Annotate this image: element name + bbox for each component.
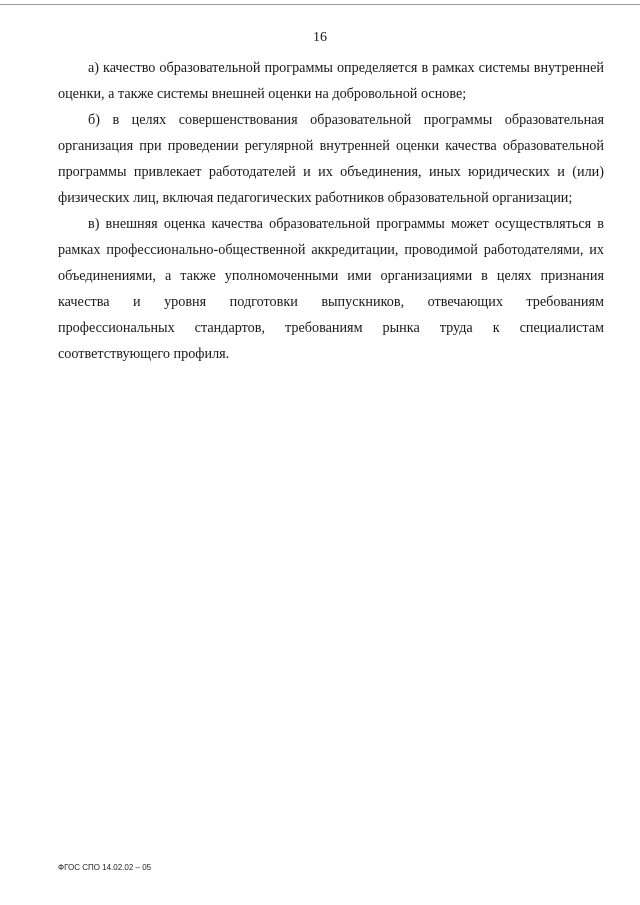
paragraph-c: в) внешняя оценка качества образовательной программы может осуществляться в рамках профессионально-общественной аккредитации, проводимой работодателями, их объединениями, а также уполномоченными ими организациями в целях признания качества и уровня подготовки выпускников, отвечающих требованиям профессиональных стандартов, требованиям рынка труда к специалистам соответствующего профиля. [58,216,604,362]
page-number: 16 [313,30,327,45]
paragraph-b: б) в целях совершенствования образовательной программы образовательная организация при проведении регулярной внутренней оценки качества образовательной программы привлекает работодателей и их объединения, иных юридических и (или) физических лиц, включая педагогических работников образовательной организации; [58,112,604,206]
paragraph-a: а) качество образовательной программы определяется в рамках системы внутренней оценки, а также системы внешней оценки на добровольной основе; [58,60,604,102]
document-body [58,55,604,367]
top-border-line [0,4,640,5]
document-footer-code: ФГОС СПО 14.02.02 – 05 [58,863,152,872]
